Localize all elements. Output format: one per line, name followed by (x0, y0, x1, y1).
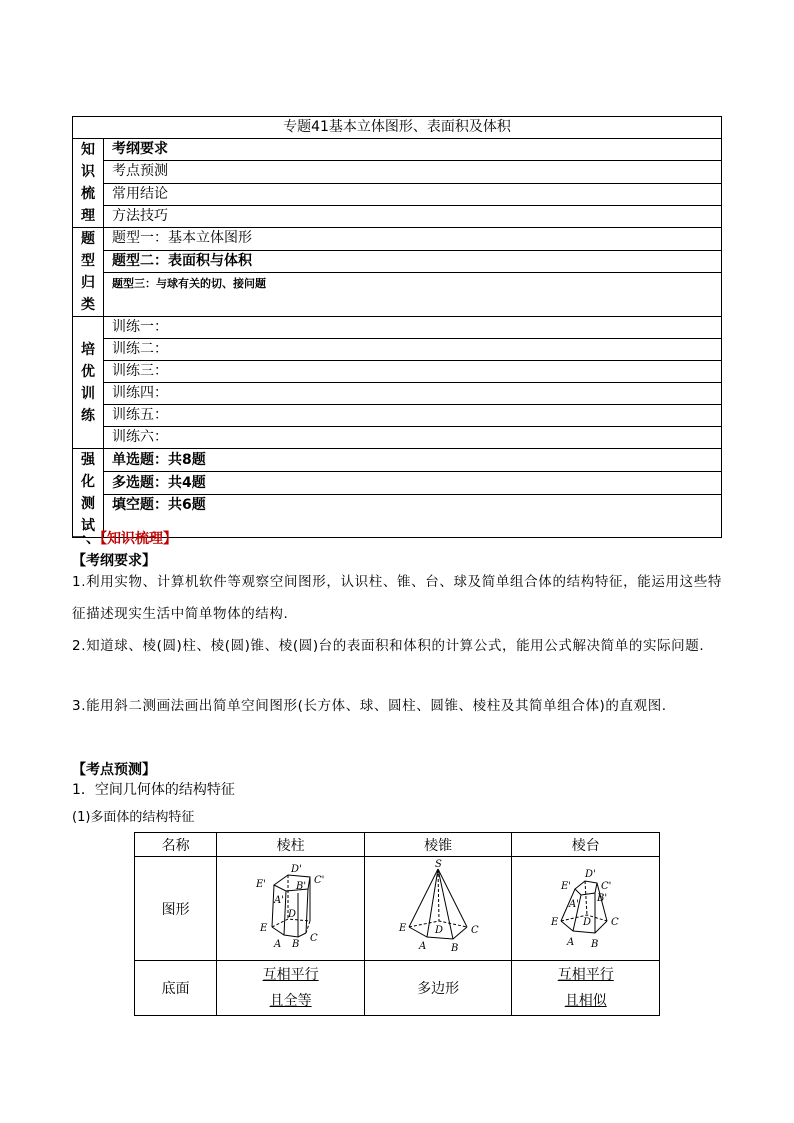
vertex-label: C (610, 916, 619, 928)
vertex-label: D (435, 924, 444, 936)
section-heading: 一、【知识梳理】 (72, 531, 177, 547)
header-prism: 棱柱 (217, 833, 365, 857)
vertex-label: C (309, 932, 318, 944)
vertex-label: E' (255, 878, 266, 890)
row-label-base: 底面 (135, 961, 217, 1016)
outline-item: 考纲要求 (104, 139, 722, 161)
outline-item: 题型一：基本立体图形 (104, 228, 722, 251)
vertex-label: E (399, 922, 407, 934)
outline-item: 题型三：与球有关的切、接问题 (104, 273, 722, 317)
outline-item: 考点预测 (104, 161, 722, 183)
syllabus-point-2: 2.知道球、棱(圆)柱、棱(圆)锥、棱(圆)台的表面积和体积的计算公式，能用公式解决简单的实际问题. (72, 638, 705, 654)
prism-base: 互相平行 且全等 (217, 961, 365, 1016)
vertex-label: A' (273, 894, 284, 906)
outline-item: 方法技巧 (104, 205, 722, 227)
outline-item: 训练二： (104, 339, 722, 361)
header-name: 名称 (135, 833, 217, 857)
frustum-figure (512, 857, 660, 961)
vertex-label: A (419, 940, 427, 952)
outline-title: 专题41基本立体图形、表面积及体积 (73, 117, 722, 139)
outline-item: 单选题：共8题 (104, 449, 722, 472)
outline-item: 训练六： (104, 427, 722, 449)
outline-item: 训练三： (104, 361, 722, 383)
vertex-label: D' (290, 863, 302, 875)
outline-table (72, 116, 722, 538)
pyramid-figure (364, 857, 512, 961)
group-label-types: 题 型 归 类 (73, 228, 104, 317)
group-label-test: 强 化 测 试 (73, 449, 104, 538)
vertex-label: B (451, 942, 459, 954)
row-label-figure: 图形 (135, 857, 217, 961)
outline-item: 常用结论 (104, 183, 722, 205)
syllabus-point-1: 1.利用实物、计算机软件等观察空间图形，认识柱、锥、台、球及简单组合体的结构特征，能运用这些特征描述现实生活中简单物体的结构. (72, 574, 722, 622)
vertex-label: C' (600, 880, 612, 892)
vertex-label: E (259, 922, 267, 934)
header-frustum: 棱台 (512, 833, 660, 857)
vertex-label: B (590, 938, 599, 950)
vertex-label: S (435, 858, 443, 870)
group-label-training: 培 优 训 练 (73, 317, 104, 449)
outline-item: 多选题：共4题 (104, 472, 722, 495)
frustum-base: 互相平行 且相似 (512, 961, 660, 1016)
vertex-label: C' (313, 874, 325, 886)
vertex-label: D' (584, 868, 596, 880)
forecast-item-1: 1．空间几何体的结构特征 (72, 782, 235, 798)
vertex-label: D (582, 916, 591, 928)
pyramid-base: 多边形 (364, 961, 512, 1016)
vertex-label: E (550, 916, 559, 928)
vertex-label: B' (295, 880, 306, 892)
vertex-label: B (291, 938, 299, 950)
syllabus-point-3: 3.能用斜二测画法画出简单空间图形(长方体、球、圆柱、圆锥、棱柱及其简单组合体)的直观图. (72, 698, 667, 714)
vertex-label: A (566, 936, 574, 948)
forecast-heading: 【考点预测】 (72, 762, 156, 778)
polyhedra-table (134, 832, 660, 1016)
vertex-label: A' (568, 898, 579, 910)
outline-item: 训练四： (104, 383, 722, 405)
outline-item: 训练一： (104, 317, 722, 339)
outline-item: 填空题：共6题 (104, 495, 722, 538)
header-pyramid: 棱锥 (364, 833, 512, 857)
group-label-knowledge: 知 识 梳 理 (73, 139, 104, 228)
vertex-label: B' (596, 892, 607, 904)
vertex-label: A (273, 938, 281, 950)
forecast-item-1-1: (1)多面体的结构特征 (72, 810, 195, 825)
outline-item: 训练五： (104, 405, 722, 427)
vertex-label: C (471, 924, 479, 936)
prism-figure (217, 857, 365, 961)
outline-item: 题型二：表面积与体积 (104, 250, 722, 273)
vertex-label: E' (560, 880, 571, 892)
vertex-label: D (287, 908, 296, 920)
syllabus-heading: 【考纲要求】 (72, 553, 156, 569)
